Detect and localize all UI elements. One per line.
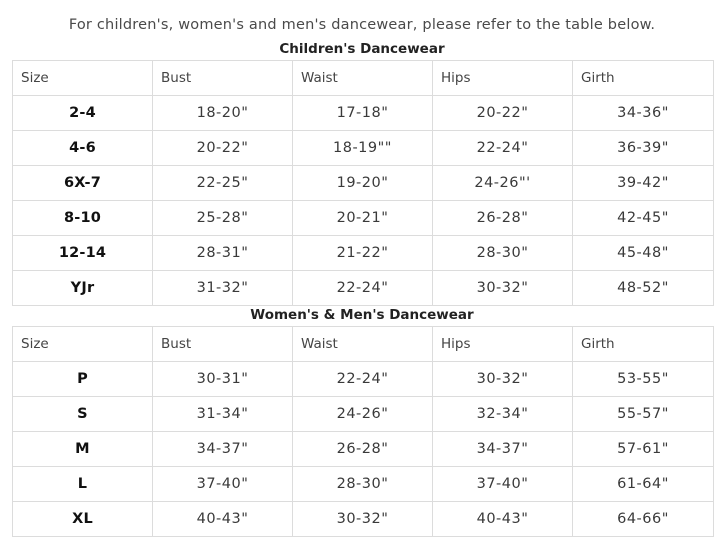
girth-cell: 53-55" <box>573 362 714 397</box>
table-row <box>13 467 714 502</box>
girth-cell: 42-45" <box>573 201 714 236</box>
bust-cell: 25-28" <box>153 201 293 236</box>
header-hips: Hips <box>433 327 573 362</box>
header-bust: Bust <box>153 61 293 96</box>
girth-cell: 45-48" <box>573 236 714 271</box>
size-label: XL <box>13 502 153 537</box>
table-row <box>13 201 714 236</box>
waist-cell: 18-19"" <box>293 131 433 166</box>
table-row <box>13 397 714 432</box>
size-label: 12-14 <box>13 236 153 271</box>
girth-cell: 61-64" <box>573 467 714 502</box>
waist-cell: 20-21" <box>293 201 433 236</box>
children-section-title: Children's Dancewear <box>279 41 445 57</box>
table-row <box>13 236 714 271</box>
bust-cell: 28-31" <box>153 236 293 271</box>
adults-section-title: Women's & Men's Dancewear <box>250 307 474 323</box>
table-row <box>13 166 714 201</box>
bust-cell: 34-37" <box>153 432 293 467</box>
size-label: 2-4 <box>13 96 153 131</box>
hips-cell: 37-40" <box>433 467 573 502</box>
table-row <box>13 362 714 397</box>
waist-cell: 28-30" <box>293 467 433 502</box>
girth-cell: 57-61" <box>573 432 714 467</box>
girth-cell: 39-42" <box>573 166 714 201</box>
hips-cell: 20-22" <box>433 96 573 131</box>
waist-cell: 22-24" <box>293 362 433 397</box>
table-header-row <box>13 61 714 96</box>
table-row <box>13 502 714 537</box>
size-label: M <box>13 432 153 467</box>
header-bust: Bust <box>153 327 293 362</box>
size-label: YJr <box>13 271 153 306</box>
hips-cell: 30-32" <box>433 362 573 397</box>
bust-cell: 18-20" <box>153 96 293 131</box>
table-row <box>13 271 714 306</box>
girth-cell: 55-57" <box>573 397 714 432</box>
header-girth: Girth <box>573 61 714 96</box>
size-label: 6X-7 <box>13 166 153 201</box>
size-label: P <box>13 362 153 397</box>
bust-cell: 40-43" <box>153 502 293 537</box>
hips-cell: 40-43" <box>433 502 573 537</box>
hips-cell: 30-32" <box>433 271 573 306</box>
girth-cell: 34-36" <box>573 96 714 131</box>
waist-cell: 26-28" <box>293 432 433 467</box>
table-row <box>13 131 714 166</box>
waist-cell: 19-20" <box>293 166 433 201</box>
table-header-row <box>13 327 714 362</box>
hips-cell: 26-28" <box>433 201 573 236</box>
header-girth: Girth <box>573 327 714 362</box>
waist-cell: 22-24" <box>293 271 433 306</box>
header-size: Size <box>13 327 153 362</box>
hips-cell: 22-24" <box>433 131 573 166</box>
girth-cell: 64-66" <box>573 502 714 537</box>
waist-cell: 17-18" <box>293 96 433 131</box>
girth-cell: 48-52" <box>573 271 714 306</box>
size-label: 8-10 <box>13 201 153 236</box>
table-row <box>13 432 714 467</box>
intro-text: For children's, women's and men's dancewear, please refer to the table below. <box>68 17 656 33</box>
bust-cell: 22-25" <box>153 166 293 201</box>
header-size: Size <box>13 61 153 96</box>
bust-cell: 31-34" <box>153 397 293 432</box>
children-size-table <box>12 60 714 306</box>
girth-cell: 36-39" <box>573 131 714 166</box>
bust-cell: 37-40" <box>153 467 293 502</box>
hips-cell: 34-37" <box>433 432 573 467</box>
size-label: 4-6 <box>13 131 153 166</box>
header-waist: Waist <box>293 61 433 96</box>
hips-cell: 24-26"' <box>433 166 573 201</box>
bust-cell: 31-32" <box>153 271 293 306</box>
hips-cell: 28-30" <box>433 236 573 271</box>
table-row <box>13 96 714 131</box>
size-label: S <box>13 397 153 432</box>
header-hips: Hips <box>433 61 573 96</box>
header-waist: Waist <box>293 327 433 362</box>
bust-cell: 20-22" <box>153 131 293 166</box>
adults-size-table <box>12 326 714 537</box>
bust-cell: 30-31" <box>153 362 293 397</box>
hips-cell: 32-34" <box>433 397 573 432</box>
waist-cell: 21-22" <box>293 236 433 271</box>
waist-cell: 30-32" <box>293 502 433 537</box>
waist-cell: 24-26" <box>293 397 433 432</box>
size-label: L <box>13 467 153 502</box>
